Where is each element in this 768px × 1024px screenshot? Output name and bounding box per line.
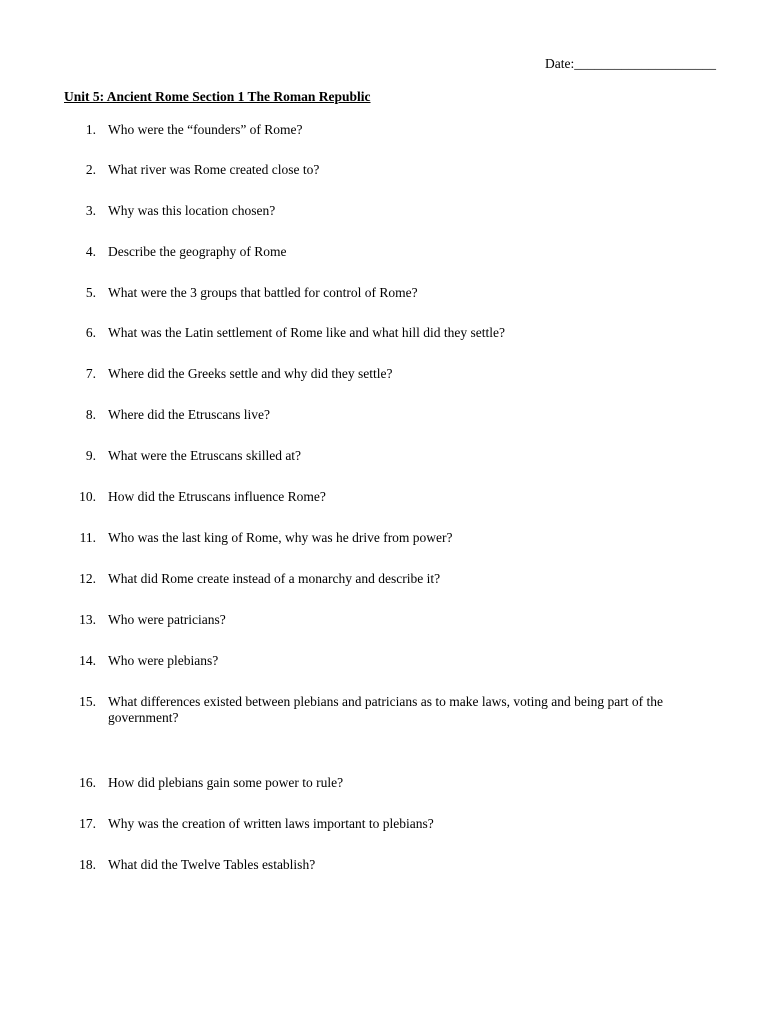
- question-number: 6.: [85, 325, 96, 340]
- question-number: 7.: [85, 366, 96, 381]
- question-text: Who were plebians?: [108, 653, 219, 668]
- question-number: 8.: [85, 407, 96, 422]
- question-text: What did Rome create instead of a monarchy and describe it?: [108, 571, 441, 586]
- question-number: 11.: [79, 530, 96, 545]
- worksheet-title: Unit 5: Ancient Rome Section 1 The Roman Republic: [64, 89, 371, 104]
- question-number: 3.: [85, 203, 96, 218]
- question-number: 2.: [85, 162, 96, 177]
- question-text: Who was the last king of Rome, why was he drive from power?: [108, 530, 453, 545]
- date-blank: _____________________: [574, 56, 716, 71]
- question-number: 14.: [79, 653, 96, 668]
- question-text: How did plebians gain some power to rule?: [108, 775, 344, 790]
- question-text: Why was this location chosen?: [108, 203, 276, 218]
- question-number: 1.: [85, 122, 96, 137]
- question-number: 16.: [79, 775, 96, 790]
- question-text: Who were patricians?: [108, 612, 226, 627]
- question-number: 13.: [79, 612, 96, 627]
- question-number: 10.: [79, 489, 96, 504]
- question-text: What river was Rome created close to?: [108, 162, 320, 177]
- question-text: Describe the geography of Rome: [108, 244, 287, 259]
- question-number: 12.: [79, 571, 96, 586]
- question-text: What was the Latin settlement of Rome like and what hill did they settle?: [108, 325, 506, 340]
- question-text: How did the Etruscans influence Rome?: [108, 489, 326, 504]
- question-number: 4.: [85, 244, 96, 259]
- question-text: Where did the Greeks settle and why did they settle?: [108, 366, 393, 381]
- date-field: [545, 56, 716, 72]
- question-text: What were the 3 groups that battled for control of Rome?: [108, 285, 418, 300]
- question-text: Where did the Etruscans live?: [108, 407, 270, 422]
- question-text: What did the Twelve Tables establish?: [108, 857, 316, 872]
- question-text: What were the Etruscans skilled at?: [108, 448, 302, 463]
- date-label: Date:: [545, 56, 575, 71]
- question-number: 17.: [79, 816, 96, 831]
- question-number: 9.: [85, 448, 96, 463]
- question-number: 18.: [79, 857, 96, 872]
- question-text: What differences existed between plebians and patricians as to make laws, voting and being part of the government?: [108, 694, 663, 725]
- question-text: Why was the creation of written laws important to plebians?: [108, 816, 434, 831]
- question-text: Who were the “founders” of Rome?: [108, 122, 303, 137]
- question-number: 15.: [79, 694, 96, 709]
- question-number: 5.: [85, 285, 96, 300]
